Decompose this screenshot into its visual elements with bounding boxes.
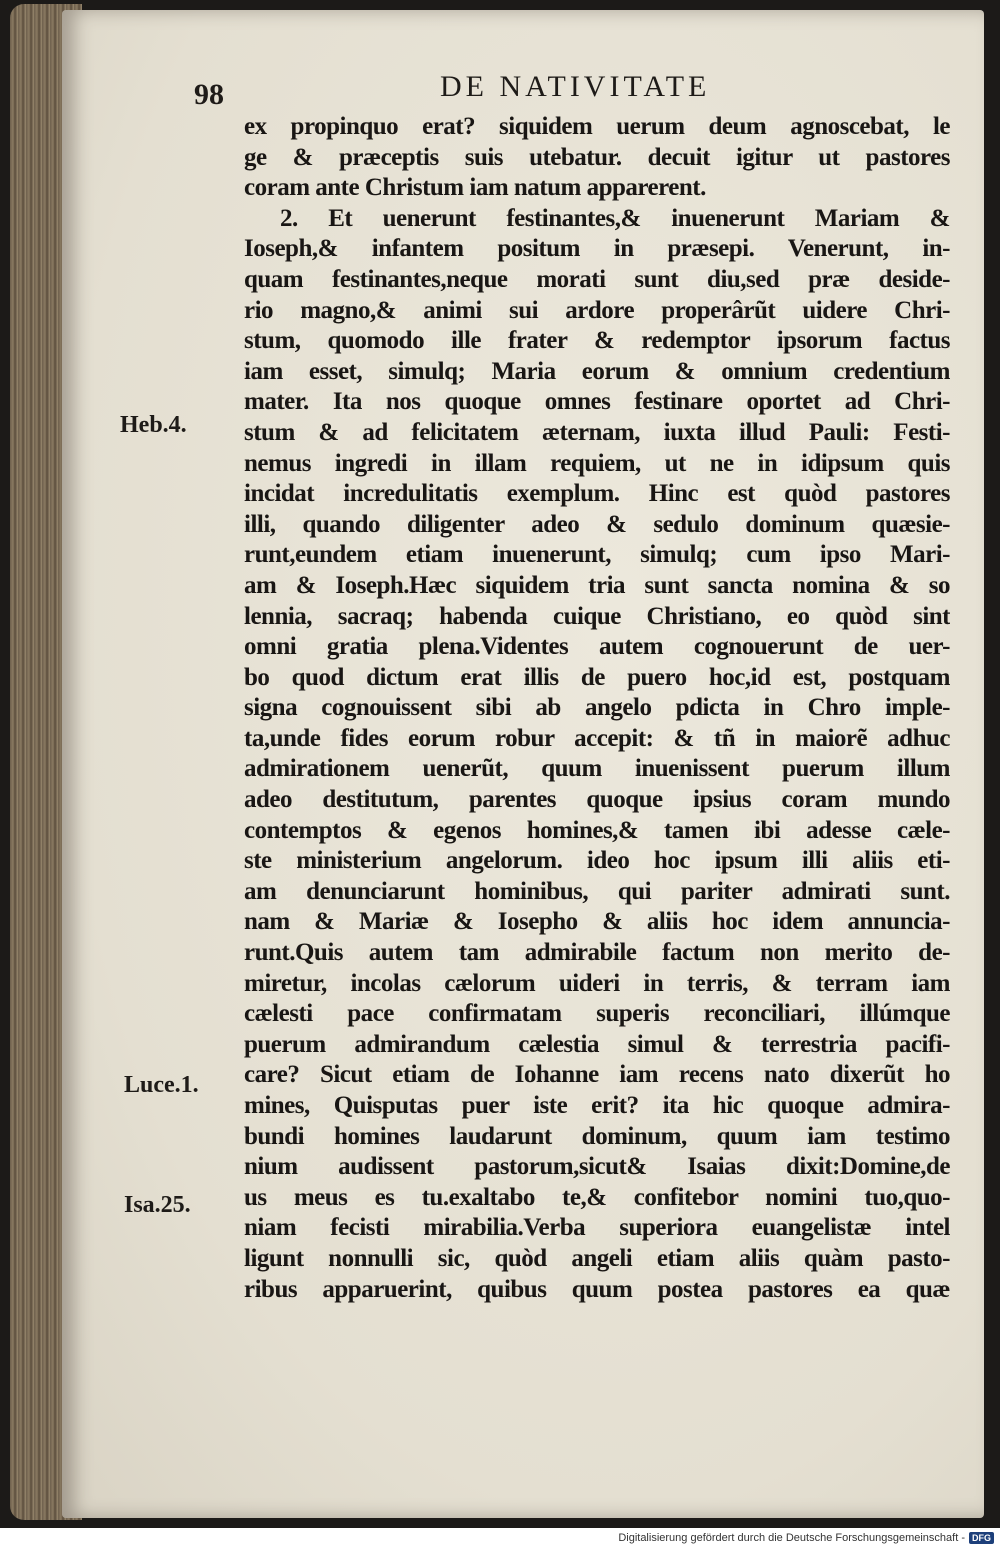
- body-text: [244, 112, 950, 1305]
- text-line: nium audissent pastorum,sicut& Isaias dixit:Domine,de: [244, 1153, 950, 1181]
- text-line: mater. Ita nos quoque omnes festinare oportet ad Chri-: [244, 388, 950, 416]
- footer-text: Digitalisierung gefördert durch die Deutsche Forschungsgemeinschaft -: [618, 1532, 965, 1544]
- text-line: ge & præceptis suis utebatur. decuit igitur ut pastores: [244, 143, 950, 171]
- text-line: quam festinantes,neque morati sunt diu,sed præ deside-: [244, 265, 950, 293]
- text-line: ta,unde fides eorum robur accepit: & tñ in maiorẽ adhuc: [244, 724, 950, 752]
- text-line: niam fecisti mirabilia.Verba superiora euangelistæ intel: [244, 1214, 950, 1242]
- text-line: adeo destitutum, parentes quoque ipsius coram mundo: [244, 786, 950, 814]
- text-line: us meus es tu.exaltabo te,& confitebor nomini tuo,quo-: [244, 1183, 950, 1211]
- text-line: incidat incredulitatis exemplum. Hinc est quòd pastores: [244, 480, 950, 508]
- text-line: contemptos & egenos homines,& tamen ibi adesse cæle-: [244, 816, 950, 844]
- text-line: miretur, incolas cælorum uideri in terris, & terram iam: [244, 969, 950, 997]
- text-line: stum & ad felicitatem æternam, iuxta illud Pauli: Festi-: [244, 418, 950, 446]
- text-line: bundi homines laudarunt dominum, quum iam testimo: [244, 1122, 950, 1150]
- margin-note-luke: Luce.1.: [124, 1072, 199, 1098]
- text-line: admirationem uenerũt, quum inuenissent puerum illum: [244, 755, 950, 783]
- text-line: lennia, sacraq; habenda cuique Christiano, eo quòd sint: [244, 602, 950, 630]
- text-line: coram ante Christum iam natum apparerent.: [244, 174, 706, 202]
- text-line: nemus ingredi in illam requiem, ut ne in idipsum quis: [244, 449, 950, 477]
- footer-credit: [618, 1532, 994, 1544]
- text-line: ex propinquo erat? siquidem uerum deum agnoscebat, le: [244, 113, 950, 140]
- text-line: ste ministerium angelorum. ideo hoc ipsum illi aliis eti-: [244, 847, 950, 875]
- text-line: mines, Quisputas puer iste erit? ita hic quoque admira-: [244, 1092, 950, 1119]
- text-line: ribus apparuerint, quibus quum postea pastores ea quæ: [244, 1275, 950, 1303]
- text-line: care? Sicut etiam de Iohanne iam recens nato dixerũt ho: [244, 1061, 950, 1089]
- text-line: illi, quando diligenter adeo & sedulo dominum quæsie-: [244, 510, 950, 538]
- text-line: 2. Et uenerunt festinantes,& inuenerunt Mariam &: [280, 204, 950, 232]
- text-line: omni gratia plena.Videntes autem cognouerunt de uer-: [244, 633, 950, 661]
- text-line: bo quod dictum erat illis de puero hoc,id est, postquam: [244, 663, 950, 691]
- text-line: cælesti pace confirmatam superis reconciliari, illúmque: [244, 1000, 950, 1028]
- text-line: stum, quomodo ille frater & redemptor ipsorum factus: [244, 327, 950, 355]
- running-head: DE NATIVITATE: [440, 70, 711, 103]
- text-line: puerum admirandum cælestia simul & terrestria pacifi-: [244, 1030, 950, 1058]
- text-line: ligunt nonnulli sic, quòd angeli etiam aliis quàm pasto-: [244, 1244, 950, 1272]
- text-line: am & Ioseph.Hæc siquidem tria sunt sancta nomina & so: [244, 571, 950, 599]
- text-line: runt.Quis autem tam admirabile factum non merito de-: [244, 939, 950, 967]
- margin-note-hebrews: Heb.4.: [120, 412, 187, 438]
- page-number: 98: [194, 78, 224, 111]
- margin-note-isaiah: Isa.25.: [124, 1192, 191, 1218]
- text-line: Ioseph,& infantem positum in præsepi. Venerunt, in-: [244, 235, 950, 263]
- text-line: iam esset, simulq; Maria eorum & omnium credentium: [244, 357, 950, 385]
- text-line: signa cognouissent sibi ab angelo pdicta in Chro imple-: [244, 694, 950, 722]
- text-line: am denunciarunt hominibus, qui pariter admirati sunt.: [244, 877, 950, 905]
- text-line: nam & Mariæ & Iosepho & aliis hoc idem annuncia-: [244, 908, 950, 936]
- text-line: runt,eundem etiam inuenerunt, simulq; cum ipso Mari-: [244, 541, 950, 569]
- dfg-logo: DFG: [969, 1532, 994, 1544]
- text-line: rio magno,& animi sui ardore properârũt uidere Chri-: [244, 296, 950, 324]
